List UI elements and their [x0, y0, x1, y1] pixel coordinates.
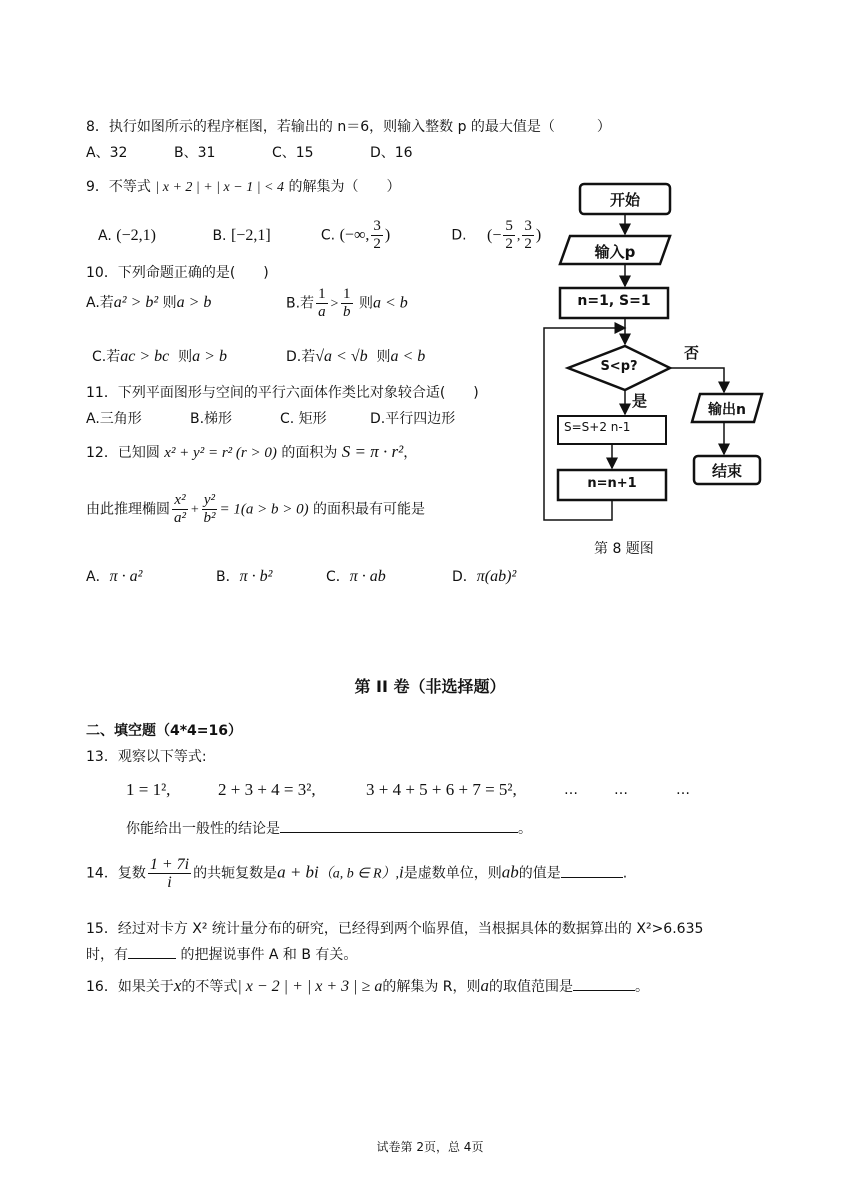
q9-opt-c-label: C. [320, 227, 336, 244]
q11-option-c: C. 矩形 [280, 411, 327, 427]
q13-eq1: 1 = 1², [126, 780, 171, 799]
q13-eq2: 2 + 3 + 4 = 3², [218, 780, 316, 799]
q9-opt-c-frac: $\frac{3}{2}$ [373, 218, 381, 252]
q14-frac: $\frac{1 + 7i}{i}$ [149, 856, 190, 891]
q12-option-d: D．π(ab)² [452, 568, 517, 585]
part2-title: 第 II 卷（非选择题） [354, 677, 506, 696]
q9-tail: 的解集为（ ） [288, 179, 401, 195]
q11-option-a: A.三角形 [86, 411, 142, 427]
q9-expr: | x + 2 | + | x − 1 | < 4 [155, 180, 284, 195]
update-label: S=S+2 n-1 [564, 420, 631, 434]
q13-dots-2: … [614, 782, 628, 798]
q12-line2: 由此推理椭圆 $\frac{\text{x²}}{\text{a²}}$ + $\frac{\text{y²}}{\text{b²}}$ = 1(a > b > 0) 的面积最有可能是 [86, 492, 426, 526]
q10-option-a: A.若a² > b² 则a > b [86, 294, 212, 311]
q14-line: 14．复数 $\frac{1 + 7i}{i}$ 的共轭复数是a + bi（a, b ∈ R）,i是虚数单位，则ab的值是 . [86, 856, 628, 891]
yes-label: 是 [632, 392, 648, 410]
q8-option-b: B、31 [174, 145, 216, 161]
q10-option-b: B.若 $\frac{1}{a}$ > $\frac{1}{b}$ 则a < b [286, 286, 408, 320]
q9-opt-d-pre: (− [487, 226, 502, 244]
decision-label: S<p? [600, 359, 638, 374]
q14-answer-blank[interactable] [561, 863, 623, 878]
q11-option-d: D.平行四边形 [370, 411, 456, 427]
q9-opt-b-label: B. [212, 227, 227, 244]
q13-answer-blank[interactable] [280, 818, 518, 833]
q10-option-d: D.若√a < √b 则a < b [286, 348, 426, 365]
q13-dots-1: … [564, 782, 578, 798]
q9-opt-c-pre: (−∞, [339, 226, 370, 244]
q9-num: 9．不等式 [86, 179, 151, 195]
q8-option-d: D、16 [370, 145, 413, 161]
q13-eq3: 3 + 4 + 5 + 6 + 7 = 5², [366, 780, 517, 799]
q15-answer-blank[interactable] [128, 944, 176, 959]
init-label: n=1, S=1 [577, 293, 651, 309]
q8-stem: 8．执行如图所示的程序框图，若输出的 n＝6，则输入整数 p 的最大值是（ ） [86, 119, 611, 135]
start-label: 开始 [609, 191, 640, 209]
end-label: 结束 [711, 462, 742, 480]
no-label: 否 [684, 344, 700, 362]
q9-opt-d-frac1: $\frac{5}{2}$ [505, 218, 513, 252]
q10-stem: 10．下列命题正确的是( ) [86, 265, 269, 281]
q11-option-b: B.梯形 [190, 411, 233, 427]
input-label: 输入p [594, 243, 636, 261]
q9-opt-a-expr: (−2,1) [116, 226, 156, 244]
q12-option-c: C．π · ab [326, 568, 386, 585]
q12-frac-x: $\frac{\text{x²}}{\text{a²}}$ [174, 492, 186, 526]
q9-options: A. (−2,1) B. [−2,1] C. (−∞, $\frac{3}{2}$ ) D. (− $\frac{5}{2}$ , $\frac{3}{2}$ ) [98, 218, 542, 252]
q12-line1: 12．已知圆 x² + y² = r² (r > 0) 的面积为 S = π · r²， [86, 442, 418, 461]
q12-frac-y: $\frac{\text{y²}}{\text{b²}}$ [203, 492, 216, 526]
q15-line1: 15．经过对卡方 X² 统计量分布的研究，已经得到两个临界值，当根据具体的数据算出的 X²>6.635 [86, 921, 704, 937]
q13-dots-3: … [676, 782, 690, 798]
q16-line: 16．如果关于x的不等式| x − 2 | + | x + 3 | ≥ a的解集为 R，则a的取值范围是 。 [86, 976, 650, 995]
figure-caption: 第 8 题图 [594, 541, 654, 557]
page-footer: 试卷第 2页，总 4页 [376, 1140, 484, 1154]
q12-option-a: A．π · a² [86, 568, 143, 585]
q10-b-frac1: $\frac{1}{a}$ [318, 286, 326, 320]
q13-conclusion: 你能给出一般性的结论是 。 [126, 818, 532, 838]
q10-option-c: C.若ac > bc 则a > b [92, 348, 227, 365]
q11-stem: 11．下列平面图形与空间的平行六面体作类比对象较合适( ) [86, 385, 479, 401]
flowchart [540, 178, 780, 528]
q9-opt-d-label: D. [451, 227, 467, 244]
section2-title: 二、填空题（4*4=16） [86, 723, 243, 739]
increment-label: n=n+1 [587, 476, 637, 491]
q16-answer-blank[interactable] [573, 976, 635, 991]
q9-opt-d-frac2: $\frac{3}{2}$ [524, 218, 532, 252]
q10-b-frac2: $\frac{1}{b}$ [343, 286, 351, 320]
q9-opt-a-label: A. [98, 227, 112, 244]
q8-option-a: A、32 [86, 145, 128, 161]
q9-stem [86, 176, 400, 196]
output-label: 输出n [708, 402, 746, 418]
q15-line2: 时，有 的把握说事件 A 和 B 有关。 [86, 944, 357, 964]
q13-stem: 13．观察以下等式: [86, 749, 207, 765]
q8-option-c: C、15 [272, 145, 314, 161]
q12-option-b: B．π · b² [216, 568, 273, 585]
q9-opt-b-expr: [−2,1] [230, 226, 271, 244]
